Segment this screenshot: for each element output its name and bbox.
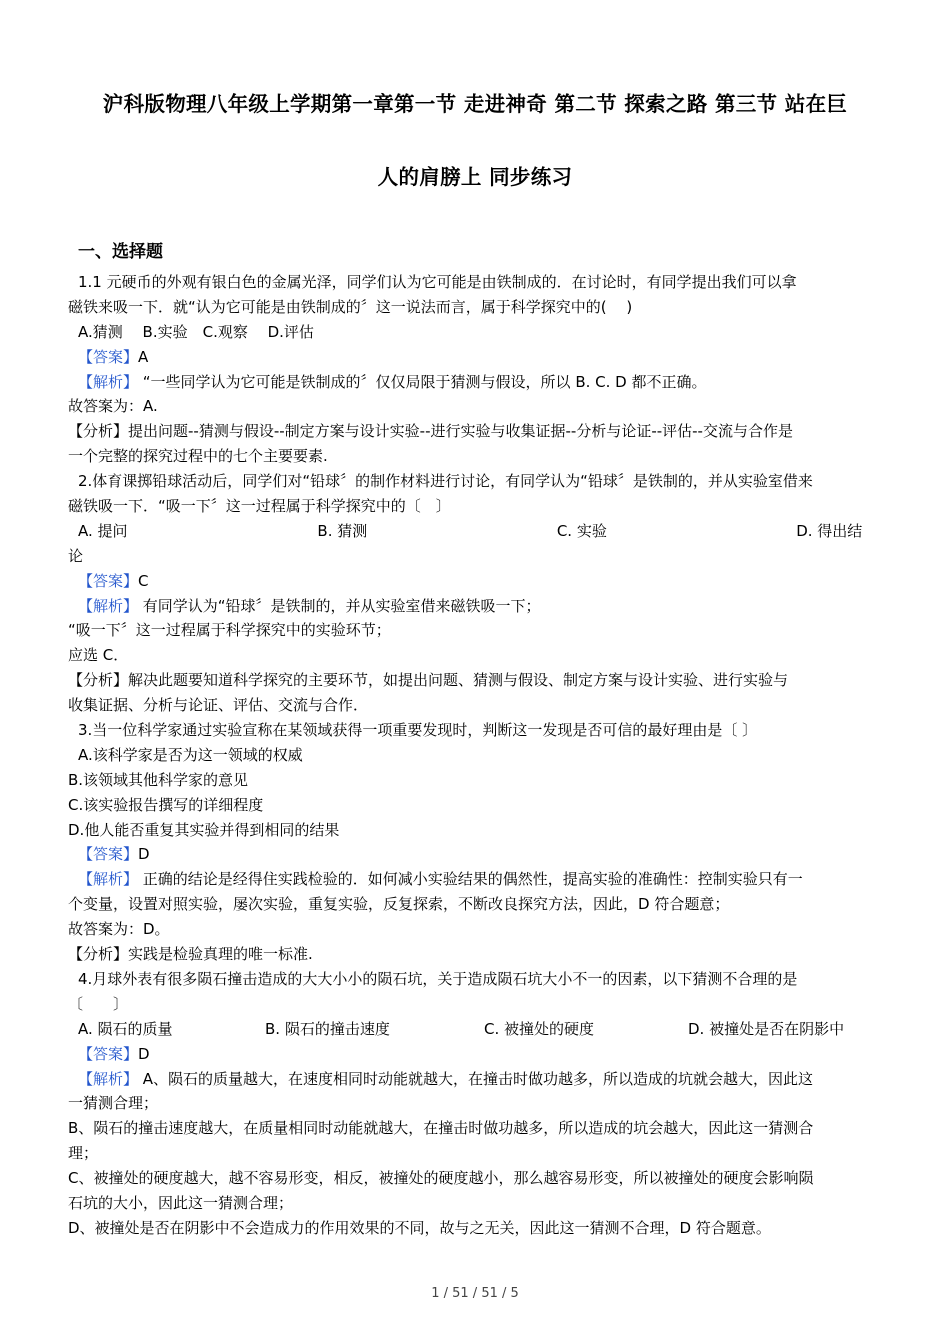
q2-option-d-wrap: 论 [68, 546, 84, 565]
q4-analysis-b-line2: 理； [68, 1144, 99, 1163]
q2-analysis-line2: “吸一下〞这一过程属于科学探究中的实验环节； [68, 621, 391, 640]
q1-options: A.猜测 B.实验 C.观察 D.评估 [78, 322, 314, 341]
q3-option-c: C.该实验报告撰写的详细程度 [68, 795, 264, 814]
q3-answer [68, 842, 886, 867]
q1-stem-line2: 磁铁来吸一下．就“认为它可能是由铁制成的〞这一说法而言，属于科学探究中的( ) [68, 297, 633, 316]
q3-option-a: A.该科学家是否为这一领域的权威 [78, 745, 303, 764]
answer-tag: 【答案】 [78, 571, 139, 590]
q2-options [68, 519, 886, 544]
q1-stem-line1: 1.1 元硬币的外观有银白色的金属光泽，同学们认为它可能是由铁制成的．在讨论时，有同学提出我们可以拿 [78, 273, 797, 291]
fenxi-tag: 【分析】 [68, 422, 129, 441]
q2-fenxi-line2: 收集证据、分析与论证、评估、交流与合作． [68, 696, 369, 715]
q3-option-d: D.他人能否重复其实验并得到相同的结果 [68, 820, 340, 839]
q3-conclusion: 故答案为：D。 [68, 920, 170, 939]
q2-option-b: B. 猜测 [317, 521, 368, 540]
analysis-tag: 【解析】 [78, 372, 139, 391]
q3-answer-value: D [138, 845, 150, 864]
q4-analysis-a-line1 [68, 1067, 886, 1092]
q2-answer [68, 569, 886, 594]
q2-stem-line1: 2.体育课掷铅球活动后，同学们对“铅球〞的制作材料进行讨论，有同学认为“铅球〞是铁制的，并从实验室借来 [78, 472, 813, 491]
analysis-tag: 【解析】 [78, 596, 139, 615]
q4-analysis-b-line1: B、陨石的撞击速度越大，在质量相同时动能就越大，在撞击时做功越多，所以造成的坑会越大，因此这一猜测合 [68, 1119, 814, 1138]
analysis-tag: 【解析】 [78, 1069, 139, 1088]
answer-tag: 【答案】 [78, 845, 139, 864]
q2-fenxi-line1 [68, 668, 886, 693]
q3-option-b: B.该领域其他科学家的意见 [68, 770, 249, 789]
answer-tag: 【答案】 [78, 347, 139, 366]
fenxi-tag: 【分析】 [68, 671, 129, 690]
q4-stem-line1: 4.月球外表有很多陨石撞击造成的大大小小的陨石坑，关于造成陨石坑大小不一的因素，以下猜测不合理的是 [78, 969, 798, 988]
q3-stem: 3.当一位科学家通过实验宣称在某领域获得一项重要发现时，判断这一发现是否可信的最好理由是〔 〕 [78, 721, 758, 740]
q4-analysis-c-line2: 石坑的大小，因此这一猜测合理； [68, 1193, 294, 1212]
q1-fenxi-text: 提出问题--猜测与假设--制定方案与设计实验--进行实验与收集证据--分析与论证--评估--交流与合作是 [128, 422, 793, 441]
q4-analysis-d: D、被撞处是否在阴影中不会造成力的作用效果的不同，故与之无关，因此这一猜测不合理，D 符合题意。 [68, 1218, 771, 1237]
q1-fenxi-line2: 一个完整的探究过程中的七个主要要素. [68, 447, 328, 466]
q3-analysis-line2: 个变量，设置对照实验，屡次实验，重复实验，反复探索，不断改良探究方法，因此，D 符合题意； [68, 895, 730, 914]
q2-option-d: D. 得出结 [796, 521, 863, 540]
q2-conclusion: 应选 C． [68, 646, 129, 665]
q2-answer-value: C [138, 571, 149, 590]
q2-stem-line2: 磁铁吸一下．“吸一下〞这一过程属于科学探究中的〔 〕 [68, 497, 451, 516]
q3-fenxi-text: 实践是检验真理的唯一标准. [128, 945, 313, 964]
analysis-tag: 【解析】 [78, 870, 139, 889]
q3-fenxi [68, 942, 886, 967]
q4-stem-line2: 〔 〕 [68, 994, 129, 1013]
q4-option-d: D. 被撞处是否在阴影中 [688, 1019, 845, 1038]
q2-analysis-text: 有同学认为“铅球〞是铁制的，并从实验室借来磁铁吸一下； [138, 596, 541, 615]
q3-analysis-text: 正确的结论是经得住实践检验的．如何减小实验结果的偶然性，提高实验的准确性：控制实验只有一 [138, 870, 803, 889]
q4-option-a: A. 陨石的质量 [78, 1019, 173, 1038]
section-heading: 一、选择题 [78, 242, 163, 262]
q1-answer-value: A [138, 347, 149, 366]
q3-analysis-line1 [68, 867, 886, 892]
document-title-line1: 沪科版物理八年级上学期第一章第一节 走进神奇 第二节 探索之路 第三节 站在巨 [102, 92, 848, 116]
q2-fenxi-text: 解决此题要知道科学探究的主要环节，如提出问题、猜测与假设、制定方案与设计实验、进行实验与 [128, 671, 789, 690]
document-title-line2: 人的肩膀上 同步练习 [377, 165, 573, 189]
question-body [68, 270, 886, 1241]
q1-analysis-text: “一些同学认为它可能是铁制成的〞仅仅局限于猜测与假设，所以 B. C. D 都不正确。 [138, 372, 707, 391]
q4-analysis-c-line1: C、被撞处的硬度越大，越不容易形变，相反，被撞处的硬度越小，那么越容易形变，所以被撞处的硬度会影响陨 [68, 1169, 814, 1188]
q4-option-c: C. 被撞处的硬度 [484, 1019, 595, 1038]
q4-answer-value: D [138, 1044, 150, 1063]
q1-conclusion: 故答案为：A. [68, 397, 158, 416]
q4-options [68, 1017, 886, 1042]
q2-option-c: C. 实验 [556, 521, 607, 540]
q4-answer [68, 1042, 886, 1067]
page-number: 1 / 51 / 51 / 5 [431, 1286, 519, 1301]
q1-answer [68, 345, 886, 370]
fenxi-tag: 【分析】 [68, 945, 129, 964]
q1-fenxi-line1 [68, 419, 886, 444]
q2-analysis-line1 [68, 594, 886, 619]
q2-option-a: A. 提问 [78, 521, 128, 540]
q4-analysis-a-text: A、陨石的质量越大，在速度相同时动能就越大，在撞击时做功越多，所以造成的坑就会越大，因此这 [138, 1069, 814, 1088]
q4-option-b: B. 陨石的撞击速度 [265, 1019, 390, 1038]
q1-analysis [68, 370, 886, 395]
q4-analysis-a-line2: 一猜测合理； [68, 1094, 159, 1113]
answer-tag: 【答案】 [78, 1044, 139, 1063]
